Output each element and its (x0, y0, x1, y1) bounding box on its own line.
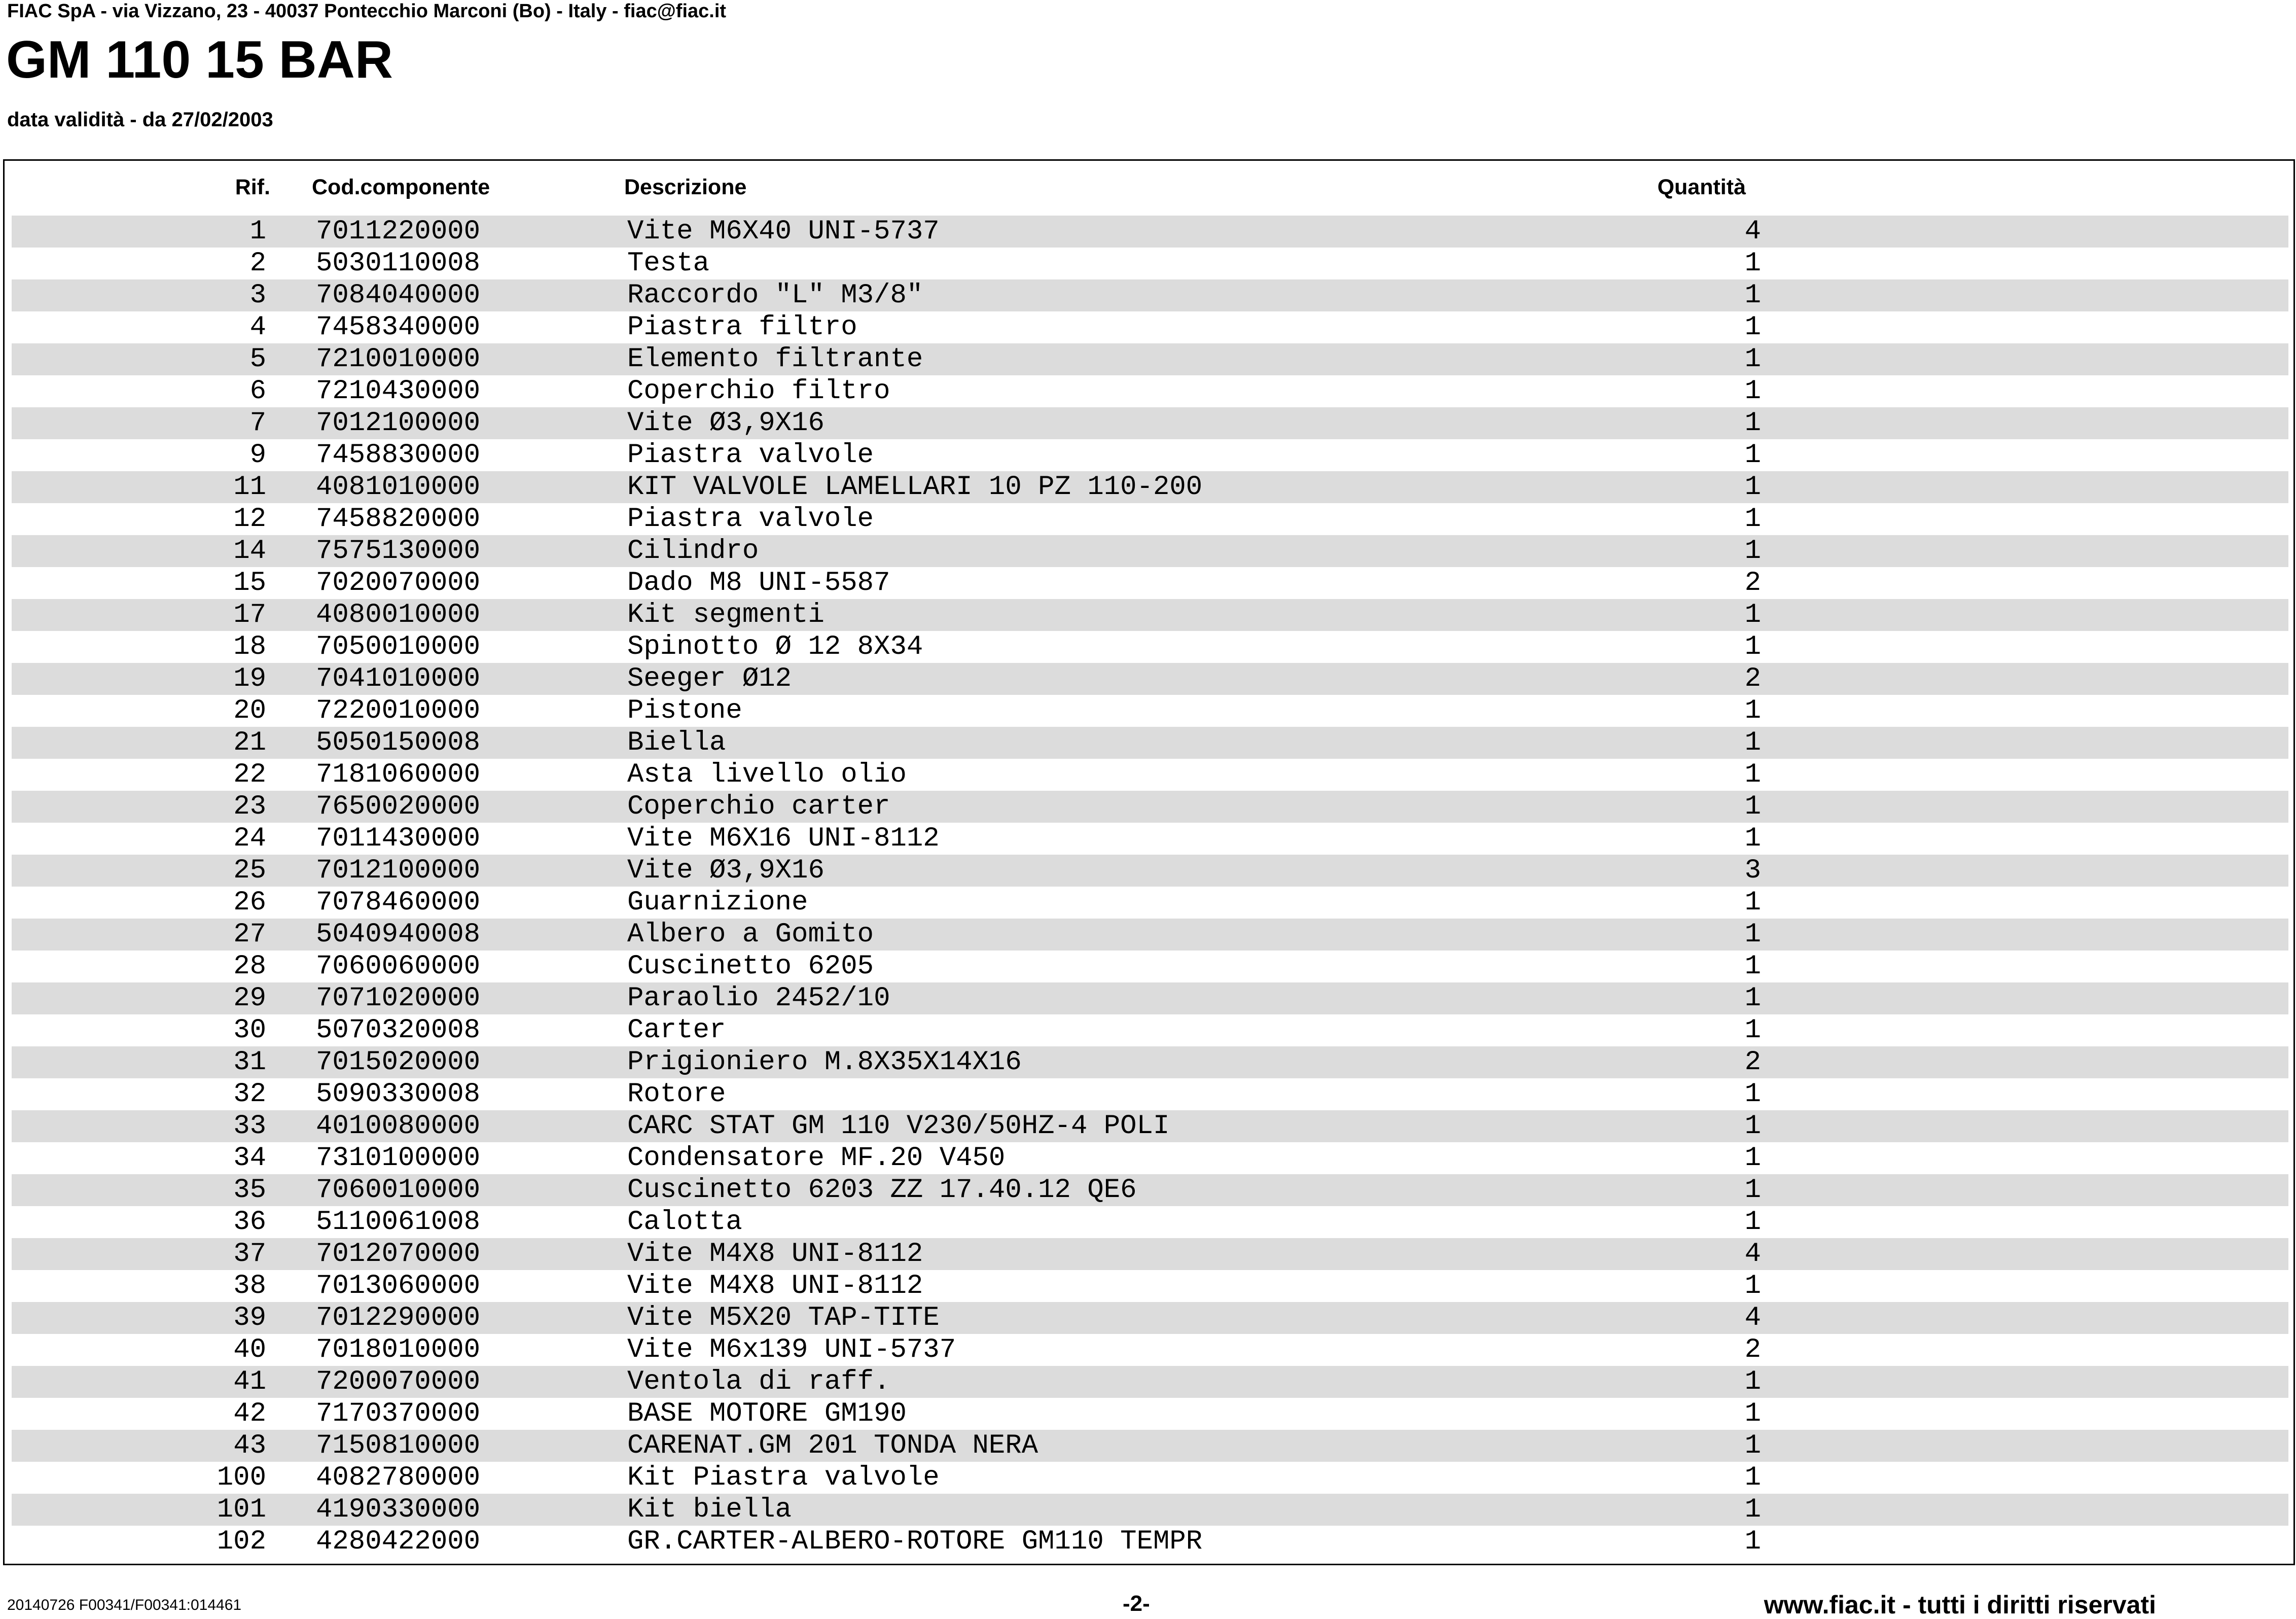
row-code: 4010080000 (316, 1111, 481, 1142)
row-description: Vite Ø3,9X16 (627, 855, 824, 886)
row-code: 7018010000 (316, 1334, 481, 1365)
table-row (12, 1142, 2288, 1174)
table-row (12, 982, 2288, 1014)
row-code: 7458830000 (316, 440, 481, 471)
row-code: 7650020000 (316, 791, 481, 822)
row-rif: 35 (233, 1175, 266, 1206)
row-code: 7013060000 (316, 1271, 481, 1301)
row-code: 7015020000 (316, 1047, 481, 1078)
row-code: 7575130000 (316, 536, 481, 567)
row-rif: 31 (233, 1047, 266, 1078)
row-description: Vite M5X20 TAP-TITE (627, 1303, 940, 1333)
row-code: 7050010000 (316, 631, 481, 662)
table-row (12, 1366, 2288, 1398)
row-rif: 39 (233, 1303, 266, 1333)
row-description: Vite Ø3,9X16 (627, 408, 824, 439)
row-code: 7458820000 (316, 504, 481, 535)
row-code: 5090330008 (316, 1079, 481, 1110)
row-quantity: 1 (1744, 887, 1761, 918)
column-header-quantity: Quantità (1657, 175, 1746, 199)
row-description: Seeger Ø12 (627, 663, 792, 694)
row-code: 7170370000 (316, 1398, 481, 1429)
row-code: 7071020000 (316, 983, 481, 1014)
table-row (12, 823, 2288, 855)
row-code: 7078460000 (316, 887, 481, 918)
row-quantity: 1 (1744, 759, 1761, 790)
row-rif: 102 (217, 1526, 266, 1557)
footer-site: www.fiac.it - tutti i diritti riservati (1764, 1591, 2156, 1619)
row-rif: 101 (217, 1494, 266, 1525)
row-description: Guarnizione (627, 887, 808, 918)
table-row (12, 1526, 2288, 1558)
row-description: Testa (627, 248, 710, 279)
row-code: 5030110008 (316, 248, 481, 279)
row-quantity: 1 (1744, 1462, 1761, 1493)
row-description: Carter (627, 1015, 726, 1046)
row-rif: 32 (233, 1079, 266, 1110)
row-quantity: 1 (1744, 1015, 1761, 1046)
row-rif: 18 (233, 631, 266, 662)
parts-table (3, 159, 2295, 1565)
row-quantity: 1 (1744, 823, 1761, 854)
row-description: Biella (627, 727, 726, 758)
table-row (12, 248, 2288, 279)
row-rif: 6 (249, 376, 266, 407)
row-description: Kit segmenti (627, 600, 824, 630)
row-rif: 29 (233, 983, 266, 1014)
table-row (12, 1270, 2288, 1302)
row-code: 7220010000 (316, 695, 481, 726)
row-quantity: 1 (1744, 919, 1761, 950)
row-description: Vite M4X8 UNI-8112 (627, 1271, 923, 1301)
row-quantity: 1 (1744, 983, 1761, 1014)
row-rif: 42 (233, 1398, 266, 1429)
row-quantity: 1 (1744, 1494, 1761, 1525)
row-rif: 5 (249, 344, 266, 375)
row-quantity: 1 (1744, 280, 1761, 311)
table-row (12, 1206, 2288, 1238)
row-description: Vite M6X16 UNI-8112 (627, 823, 940, 854)
row-quantity: 1 (1744, 600, 1761, 630)
table-row (12, 791, 2288, 823)
row-description: Kit Piastra valvole (627, 1462, 940, 1493)
row-rif: 4 (249, 312, 266, 343)
table-row (12, 567, 2288, 599)
row-rif: 23 (233, 791, 266, 822)
row-quantity: 3 (1744, 855, 1761, 886)
row-code: 7012100000 (316, 408, 481, 439)
row-quantity: 1 (1744, 408, 1761, 439)
row-description: BASE MOTORE GM190 (627, 1398, 907, 1429)
row-quantity: 2 (1744, 663, 1761, 694)
row-rif: 36 (233, 1207, 266, 1238)
row-description: Ventola di raff. (627, 1366, 890, 1397)
row-code: 5070320008 (316, 1015, 481, 1046)
row-rif: 14 (233, 536, 266, 567)
row-description: Piastra valvole (627, 440, 874, 471)
table-row (12, 631, 2288, 663)
row-description: Cilindro (627, 536, 759, 567)
row-quantity: 1 (1744, 504, 1761, 535)
row-code: 7012100000 (316, 855, 481, 886)
table-row (12, 727, 2288, 759)
row-code: 7310100000 (316, 1143, 481, 1174)
table-row (12, 951, 2288, 982)
row-quantity: 1 (1744, 1079, 1761, 1110)
page-title: GM 110 15 BAR (6, 30, 393, 89)
row-code: 7084040000 (316, 280, 481, 311)
row-code: 7458340000 (316, 312, 481, 343)
row-description: Piastra filtro (627, 312, 857, 343)
row-quantity: 1 (1744, 1271, 1761, 1301)
row-quantity: 1 (1744, 1175, 1761, 1206)
row-rif: 19 (233, 663, 266, 694)
table-row (12, 1494, 2288, 1526)
row-quantity: 1 (1744, 472, 1761, 503)
row-rif: 28 (233, 951, 266, 982)
row-description: Dado M8 UNI-5587 (627, 568, 890, 599)
row-rif: 37 (233, 1239, 266, 1270)
row-description: Cuscinetto 6203 ZZ 17.40.12 QE6 (627, 1175, 1137, 1206)
row-code: 7150810000 (316, 1430, 481, 1461)
row-rif: 100 (217, 1462, 266, 1493)
row-rif: 30 (233, 1015, 266, 1046)
company-info: FIAC SpA - via Vizzano, 23 - 40037 Pontecchio Marconi (Bo) - Italy - fiac@fiac.it (7, 1, 727, 22)
row-code: 7060060000 (316, 951, 481, 982)
row-description: Elemento filtrante (627, 344, 923, 375)
row-description: KIT VALVOLE LAMELLARI 10 PZ 110-200 (627, 472, 1203, 503)
row-description: Spinotto Ø 12 8X34 (627, 631, 923, 662)
row-quantity: 1 (1744, 536, 1761, 567)
row-description: Raccordo "L" M3/8" (627, 280, 923, 311)
table-row (12, 1110, 2288, 1142)
row-description: Prigioniero M.8X35X14X16 (627, 1047, 1022, 1078)
row-rif: 40 (233, 1334, 266, 1365)
row-code: 7041010000 (316, 663, 481, 694)
column-header-description: Descrizione (624, 175, 747, 199)
row-code: 7210010000 (316, 344, 481, 375)
table-row (12, 375, 2288, 407)
row-description: Asta livello olio (627, 759, 907, 790)
row-quantity: 1 (1744, 1526, 1761, 1557)
row-rif: 24 (233, 823, 266, 854)
row-description: Coperchio filtro (627, 376, 890, 407)
row-rif: 22 (233, 759, 266, 790)
table-row (12, 695, 2288, 727)
row-code: 7012290000 (316, 1303, 481, 1333)
row-description: CARC STAT GM 110 V230/50HZ-4 POLI (627, 1111, 1170, 1142)
table-row (12, 1046, 2288, 1078)
row-quantity: 1 (1744, 791, 1761, 822)
column-header-code: Cod.componente (312, 175, 490, 199)
row-quantity: 2 (1744, 1334, 1761, 1365)
row-quantity: 2 (1744, 568, 1761, 599)
row-description: Coperchio carter (627, 791, 890, 822)
table-row (12, 407, 2288, 439)
row-rif: 43 (233, 1430, 266, 1461)
row-quantity: 2 (1744, 1047, 1761, 1078)
row-quantity: 1 (1744, 440, 1761, 471)
row-code: 7012070000 (316, 1239, 481, 1270)
row-quantity: 4 (1744, 216, 1761, 247)
row-code: 4190330000 (316, 1494, 481, 1525)
table-row (12, 439, 2288, 471)
row-rif: 1 (249, 216, 266, 247)
row-code: 4082780000 (316, 1462, 481, 1493)
table-row (12, 216, 2288, 248)
row-code: 4280422000 (316, 1526, 481, 1557)
table-row (12, 311, 2288, 343)
row-code: 7200070000 (316, 1366, 481, 1397)
table-row (12, 919, 2288, 951)
page-number: -2- (1123, 1591, 1150, 1616)
row-rif: 25 (233, 855, 266, 886)
row-rif: 41 (233, 1366, 266, 1397)
row-rif: 33 (233, 1111, 266, 1142)
table-row (12, 759, 2288, 791)
row-description: Rotore (627, 1079, 726, 1110)
row-rif: 3 (249, 280, 266, 311)
row-quantity: 1 (1744, 1430, 1761, 1461)
row-rif: 34 (233, 1143, 266, 1174)
table-row (12, 1302, 2288, 1334)
row-code: 4081010000 (316, 472, 481, 503)
row-quantity: 1 (1744, 344, 1761, 375)
row-quantity: 1 (1744, 1143, 1761, 1174)
row-rif: 20 (233, 695, 266, 726)
row-quantity: 1 (1744, 376, 1761, 407)
row-description: CARENAT.GM 201 TONDA NERA (627, 1430, 1038, 1461)
row-quantity: 1 (1744, 248, 1761, 279)
row-code: 7060010000 (316, 1175, 481, 1206)
row-quantity: 1 (1744, 1207, 1761, 1238)
row-description: Vite M4X8 UNI-8112 (627, 1239, 923, 1270)
table-row (12, 471, 2288, 503)
row-quantity: 1 (1744, 631, 1761, 662)
row-quantity: 1 (1744, 951, 1761, 982)
row-rif: 21 (233, 727, 266, 758)
row-rif: 27 (233, 919, 266, 950)
row-rif: 26 (233, 887, 266, 918)
row-rif: 17 (233, 600, 266, 630)
row-code: 7210430000 (316, 376, 481, 407)
row-quantity: 1 (1744, 727, 1761, 758)
row-code: 5040940008 (316, 919, 481, 950)
row-rif: 12 (233, 504, 266, 535)
row-description: Kit biella (627, 1494, 792, 1525)
validity-date: data validità - da 27/02/2003 (7, 109, 273, 131)
table-row (12, 1398, 2288, 1430)
table-row (12, 599, 2288, 631)
table-row (12, 855, 2288, 887)
row-code: 4080010000 (316, 600, 481, 630)
table-row (12, 503, 2288, 535)
row-code: 7011430000 (316, 823, 481, 854)
table-row (12, 1430, 2288, 1462)
row-rif: 2 (249, 248, 266, 279)
row-description: Vite M6x139 UNI-5737 (627, 1334, 956, 1365)
row-quantity: 4 (1744, 1303, 1761, 1333)
table-row (12, 343, 2288, 375)
row-code: 5110061008 (316, 1207, 481, 1238)
row-description: Albero a Gomito (627, 919, 874, 950)
row-description: Piastra valvole (627, 504, 874, 535)
row-description: Condensatore MF.20 V450 (627, 1143, 1006, 1174)
table-row (12, 1462, 2288, 1494)
row-quantity: 1 (1744, 1398, 1761, 1429)
row-quantity: 4 (1744, 1239, 1761, 1270)
row-quantity: 1 (1744, 1366, 1761, 1397)
row-code: 7181060000 (316, 759, 481, 790)
table-row (12, 279, 2288, 311)
row-quantity: 1 (1744, 695, 1761, 726)
table-row (12, 1334, 2288, 1366)
row-description: Calotta (627, 1207, 742, 1238)
row-rif: 15 (233, 568, 266, 599)
row-description: Pistone (627, 695, 742, 726)
row-rif: 11 (233, 472, 266, 503)
table-row (12, 1174, 2288, 1206)
row-description: Paraolio 2452/10 (627, 983, 890, 1014)
document-code: 20140726 F00341/F00341:014461 (7, 1597, 242, 1613)
table-row (12, 1078, 2288, 1110)
table-row (12, 887, 2288, 919)
table-body (12, 216, 2288, 1558)
row-code: 5050150008 (316, 727, 481, 758)
row-description: Cuscinetto 6205 (627, 951, 874, 982)
table-row (12, 1238, 2288, 1270)
row-quantity: 1 (1744, 312, 1761, 343)
row-rif: 9 (249, 440, 266, 471)
row-rif: 38 (233, 1271, 266, 1301)
row-description: Vite M6X40 UNI-5737 (627, 216, 940, 247)
row-code: 7020070000 (316, 568, 481, 599)
column-header-rif: Rif. (235, 175, 270, 199)
row-description: GR.CARTER-ALBERO-ROTORE GM110 TEMPR (627, 1526, 1203, 1557)
row-code: 7011220000 (316, 216, 481, 247)
table-row (12, 1014, 2288, 1046)
row-quantity: 1 (1744, 1111, 1761, 1142)
table-row (12, 663, 2288, 695)
row-rif: 7 (249, 408, 266, 439)
table-row (12, 535, 2288, 567)
